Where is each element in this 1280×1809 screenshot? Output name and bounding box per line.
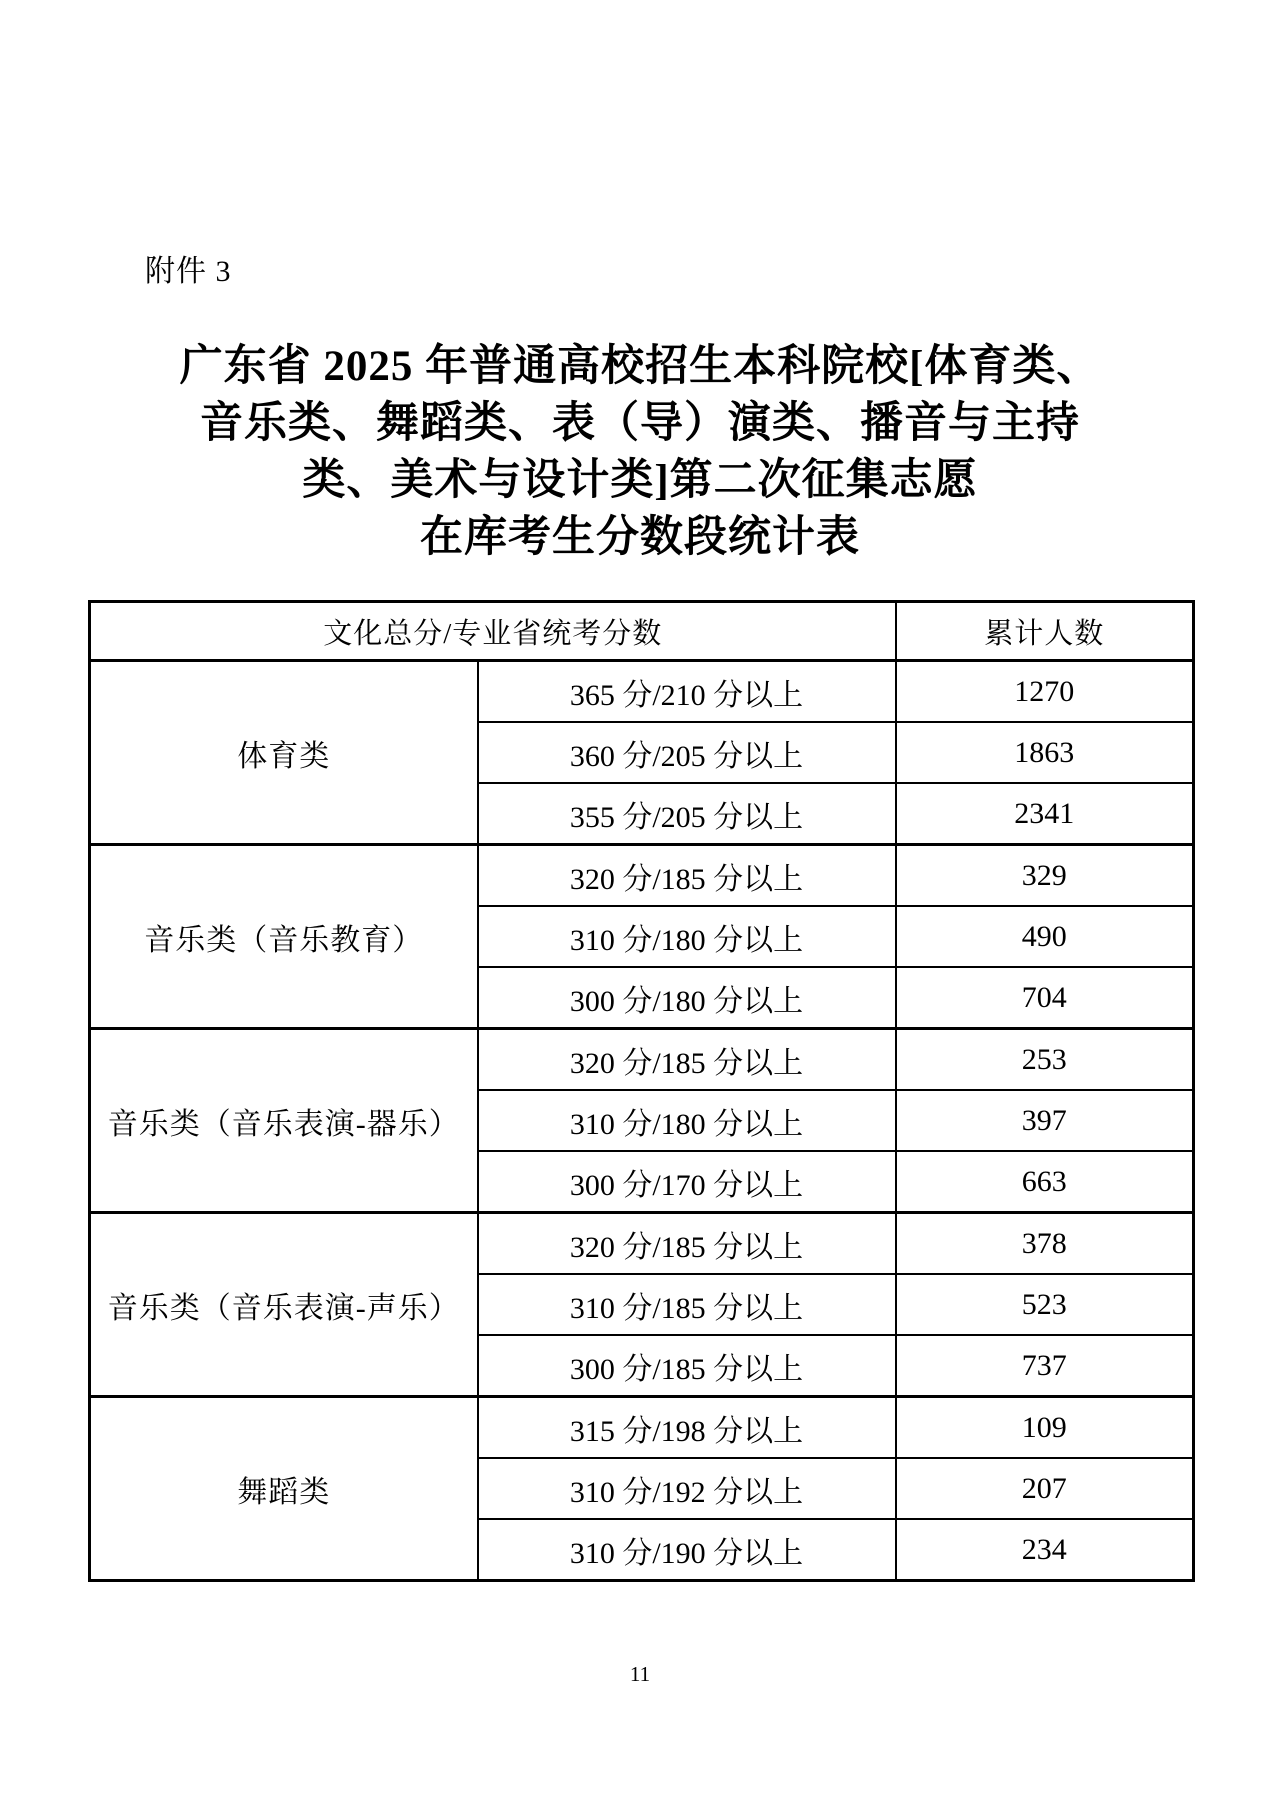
- score-cell: 300 分/170 分以上: [478, 1151, 896, 1213]
- count-cell: 234: [896, 1519, 1194, 1581]
- document-title: [0, 338, 1280, 566]
- title-line: 类、美术与设计类]第二次征集志愿: [302, 457, 978, 504]
- count-cell: 1863: [896, 722, 1194, 783]
- category-cell: 音乐类（音乐表演-器乐）: [90, 1029, 478, 1213]
- score-cell: 300 分/185 分以上: [478, 1335, 896, 1397]
- table-row: [90, 661, 1194, 723]
- table-row: [90, 1397, 1194, 1459]
- count-cell: 329: [896, 845, 1194, 907]
- score-cell: 360 分/205 分以上: [478, 722, 896, 783]
- count-cell: 737: [896, 1335, 1194, 1397]
- score-cell: 310 分/185 分以上: [478, 1274, 896, 1335]
- title-line: 在库考生分数段统计表: [420, 514, 860, 561]
- table-row: [90, 845, 1194, 907]
- count-cell: 523: [896, 1274, 1194, 1335]
- score-cell: 315 分/198 分以上: [478, 1397, 896, 1459]
- count-cell: 109: [896, 1397, 1194, 1459]
- count-cell: 663: [896, 1151, 1194, 1213]
- score-cell: 365 分/210 分以上: [478, 661, 896, 723]
- score-cell: 310 分/192 分以上: [478, 1458, 896, 1519]
- count-cell: 704: [896, 967, 1194, 1029]
- page-number: 11: [629, 1662, 651, 1686]
- score-cell: 320 分/185 分以上: [478, 1213, 896, 1275]
- count-cell: 253: [896, 1029, 1194, 1091]
- table-row: [90, 1029, 1194, 1091]
- attachment-label: 附件 3: [145, 255, 232, 288]
- header-score-column: 文化总分/专业省统考分数: [90, 602, 896, 661]
- score-cell: 300 分/180 分以上: [478, 967, 896, 1029]
- count-cell: 397: [896, 1090, 1194, 1151]
- count-cell: 490: [896, 906, 1194, 967]
- count-cell: 378: [896, 1213, 1194, 1275]
- category-cell: 体育类: [90, 661, 478, 845]
- count-cell: 1270: [896, 661, 1194, 723]
- score-cell: 355 分/205 分以上: [478, 783, 896, 845]
- table-header-row: [90, 602, 1194, 661]
- category-cell: 音乐类（音乐表演-声乐）: [90, 1213, 478, 1397]
- category-cell: 舞蹈类: [90, 1397, 478, 1581]
- count-cell: 2341: [896, 783, 1194, 845]
- score-cell: 310 分/190 分以上: [478, 1519, 896, 1581]
- score-statistics-table: [88, 600, 1195, 1582]
- count-cell: 207: [896, 1458, 1194, 1519]
- score-cell: 320 分/185 分以上: [478, 845, 896, 907]
- score-cell: 310 分/180 分以上: [478, 1090, 896, 1151]
- category-cell: 音乐类（音乐教育）: [90, 845, 478, 1029]
- title-line: 音乐类、舞蹈类、表（导）演类、播音与主持: [200, 400, 1080, 447]
- score-cell: 320 分/185 分以上: [478, 1029, 896, 1091]
- score-cell: 310 分/180 分以上: [478, 906, 896, 967]
- table-row: [90, 1213, 1194, 1275]
- header-count-column: 累计人数: [896, 602, 1194, 661]
- title-line: 广东省 2025 年普通高校招生本科院校[体育类、: [179, 343, 1101, 390]
